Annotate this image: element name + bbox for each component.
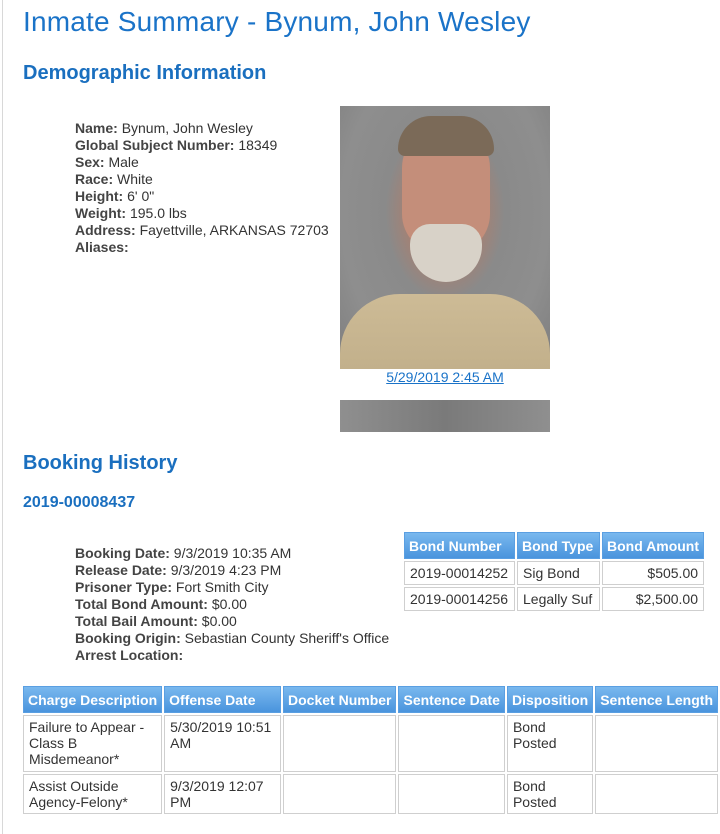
col-disposition[interactable]: Disposition [507, 686, 593, 713]
cell-offense-date: 9/3/2019 12:07 PM [164, 774, 281, 814]
photo-beard-shape [410, 224, 482, 282]
cell-docket-number [283, 715, 396, 772]
col-bond-number[interactable]: Bond Number [404, 532, 515, 559]
table-row [404, 587, 704, 611]
photo-shirt-shape [340, 294, 550, 369]
field-arrest-location: Arrest Location: [75, 647, 184, 663]
cell-offense-date: 5/30/2019 10:51 AM [164, 715, 281, 772]
photo-hair-shape [398, 116, 494, 156]
field-race: Race: White [75, 171, 153, 187]
cell-bond-type: Sig Bond [517, 561, 600, 585]
col-charge-description[interactable]: Charge Description [23, 686, 162, 713]
field-release-date: Release Date: 9/3/2019 4:23 PM [75, 562, 282, 578]
table-row [404, 561, 704, 585]
field-name: Name: Bynum, John Wesley [75, 120, 253, 136]
field-address: Address: Fayettville, ARKANSAS 72703 [75, 222, 329, 238]
col-docket-number[interactable]: Docket Number [283, 686, 396, 713]
booking-fields [75, 545, 389, 664]
field-total-bond-amount: Total Bond Amount: $0.00 [75, 596, 247, 612]
bond-table-header [404, 532, 704, 559]
charges-table-header [23, 686, 718, 713]
col-sentence-date[interactable]: Sentence Date [398, 686, 504, 713]
cell-disposition: Bond Posted [507, 774, 593, 814]
cell-bond-type: Legally Suf [517, 587, 600, 611]
cell-sentence-date [398, 774, 504, 814]
col-offense-date[interactable]: Offense Date [164, 686, 281, 713]
field-total-bail-amount: Total Bail Amount: $0.00 [75, 613, 237, 629]
cell-bond-amount: $505.00 [602, 561, 704, 585]
field-aliases: Aliases: [75, 239, 129, 255]
cell-docket-number [283, 774, 396, 814]
field-prisoner-type: Prisoner Type: Fort Smith City [75, 579, 269, 595]
field-height: Height: 6' 0" [75, 188, 155, 204]
field-weight: Weight: 195.0 lbs [75, 205, 187, 221]
cell-charge-description: Assist Outside Agency-Felony* [23, 774, 162, 814]
col-sentence-length[interactable]: Sentence Length [595, 686, 718, 713]
page-title: Inmate Summary - Bynum, John Wesley [23, 6, 531, 37]
charges-table [21, 684, 720, 816]
field-global-subject-number: Global Subject Number: 18349 [75, 137, 278, 153]
demographic-heading: Demographic Information [23, 62, 267, 84]
table-row [23, 715, 718, 772]
photo-date-link[interactable]: 5/29/2019 2:45 AM [386, 369, 504, 385]
cell-bond-number: 2019-00014256 [404, 587, 515, 611]
page-left-border [2, 0, 3, 834]
booking-history-heading: Booking History [23, 452, 178, 474]
field-booking-date: Booking Date: 9/3/2019 10:35 AM [75, 545, 292, 561]
mugshot-photo-secondary[interactable] [340, 400, 550, 432]
booking-number: 2019-00008437 [23, 494, 136, 511]
table-row [23, 774, 718, 814]
demographic-fields [75, 120, 329, 256]
cell-bond-number: 2019-00014252 [404, 561, 515, 585]
cell-sentence-date [398, 715, 504, 772]
cell-sentence-length [595, 715, 718, 772]
cell-bond-amount: $2,500.00 [602, 587, 704, 611]
cell-charge-description: Failure to Appear - Class B Misdemeanor* [23, 715, 162, 772]
mugshot-photo[interactable] [340, 106, 550, 369]
field-sex: Sex: Male [75, 154, 139, 170]
bond-table [402, 530, 706, 613]
field-booking-origin: Booking Origin: Sebastian County Sheriff's Office [75, 630, 390, 646]
col-bond-amount[interactable]: Bond Amount [602, 532, 704, 559]
col-bond-type[interactable]: Bond Type [517, 532, 600, 559]
cell-sentence-length [595, 774, 718, 814]
cell-disposition: Bond Posted [507, 715, 593, 772]
